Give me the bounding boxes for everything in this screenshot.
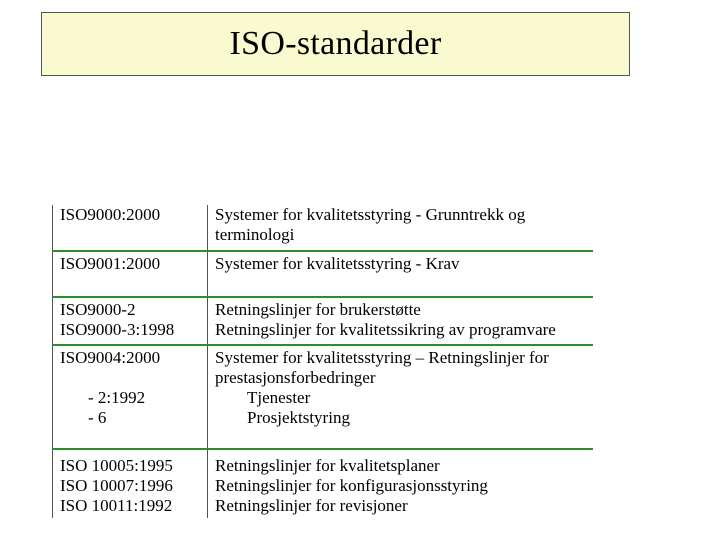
standard-description: Retningslinjer for konfigurasjonsstyring	[215, 476, 488, 495]
standard-description-cell	[208, 251, 594, 297]
standard-subpart-description: Tjenester	[247, 388, 311, 407]
table-row	[53, 345, 594, 449]
standard-description-cell	[208, 345, 594, 449]
standard-description: Systemer for kvalitetsstyring - Krav	[215, 254, 460, 273]
standard-code: ISO9000-2	[60, 300, 136, 319]
table-row	[53, 449, 594, 518]
table-row	[53, 297, 594, 345]
standard-code: ISO 10005:1995	[60, 456, 173, 475]
standard-code-cell	[53, 251, 208, 297]
standard-code-cell	[53, 205, 208, 251]
standard-subpart-description: Prosjektstyring	[247, 408, 350, 427]
standard-code-cell	[53, 345, 208, 449]
standard-code-cell	[53, 297, 208, 345]
table-row	[53, 205, 594, 251]
standard-code: ISO9001:2000	[60, 254, 161, 273]
standard-code: ISO 10011:1992	[60, 496, 173, 515]
standard-code-cell	[53, 449, 208, 518]
standard-description: terminologi	[215, 225, 295, 244]
standard-description: Systemer for kvalitetsstyring - Grunntrekk og	[215, 205, 526, 224]
standard-subpart-code: - 6	[88, 408, 107, 427]
standard-description: Retningslinjer for brukerstøtte	[215, 300, 421, 319]
iso-standards-table	[52, 205, 593, 518]
standard-description: Retningslinjer for revisjoner	[215, 496, 408, 515]
standard-description: Systemer for kvalitetsstyring – Retningslinjer for	[215, 348, 549, 367]
standard-code: ISO9000-3:1998	[60, 320, 175, 339]
title-box	[41, 12, 630, 76]
standard-description: Retningslinjer for kvalitetsplaner	[215, 456, 440, 475]
standard-description-cell	[208, 297, 594, 345]
standard-description-cell	[208, 205, 594, 251]
standard-code: ISO9000:2000	[60, 205, 161, 224]
standard-code: ISO 10007:1996	[60, 476, 173, 495]
page-title: ISO-standarder	[229, 25, 442, 62]
table-row	[53, 251, 594, 297]
standard-description: Retningslinjer for kvalitetssikring av programvare	[215, 320, 556, 339]
standard-description: prestasjonsforbedringer	[215, 368, 376, 387]
standard-code: ISO9004:2000	[60, 348, 161, 367]
standard-subpart-code: - 2:1992	[88, 388, 146, 407]
standard-description-cell	[208, 449, 594, 518]
